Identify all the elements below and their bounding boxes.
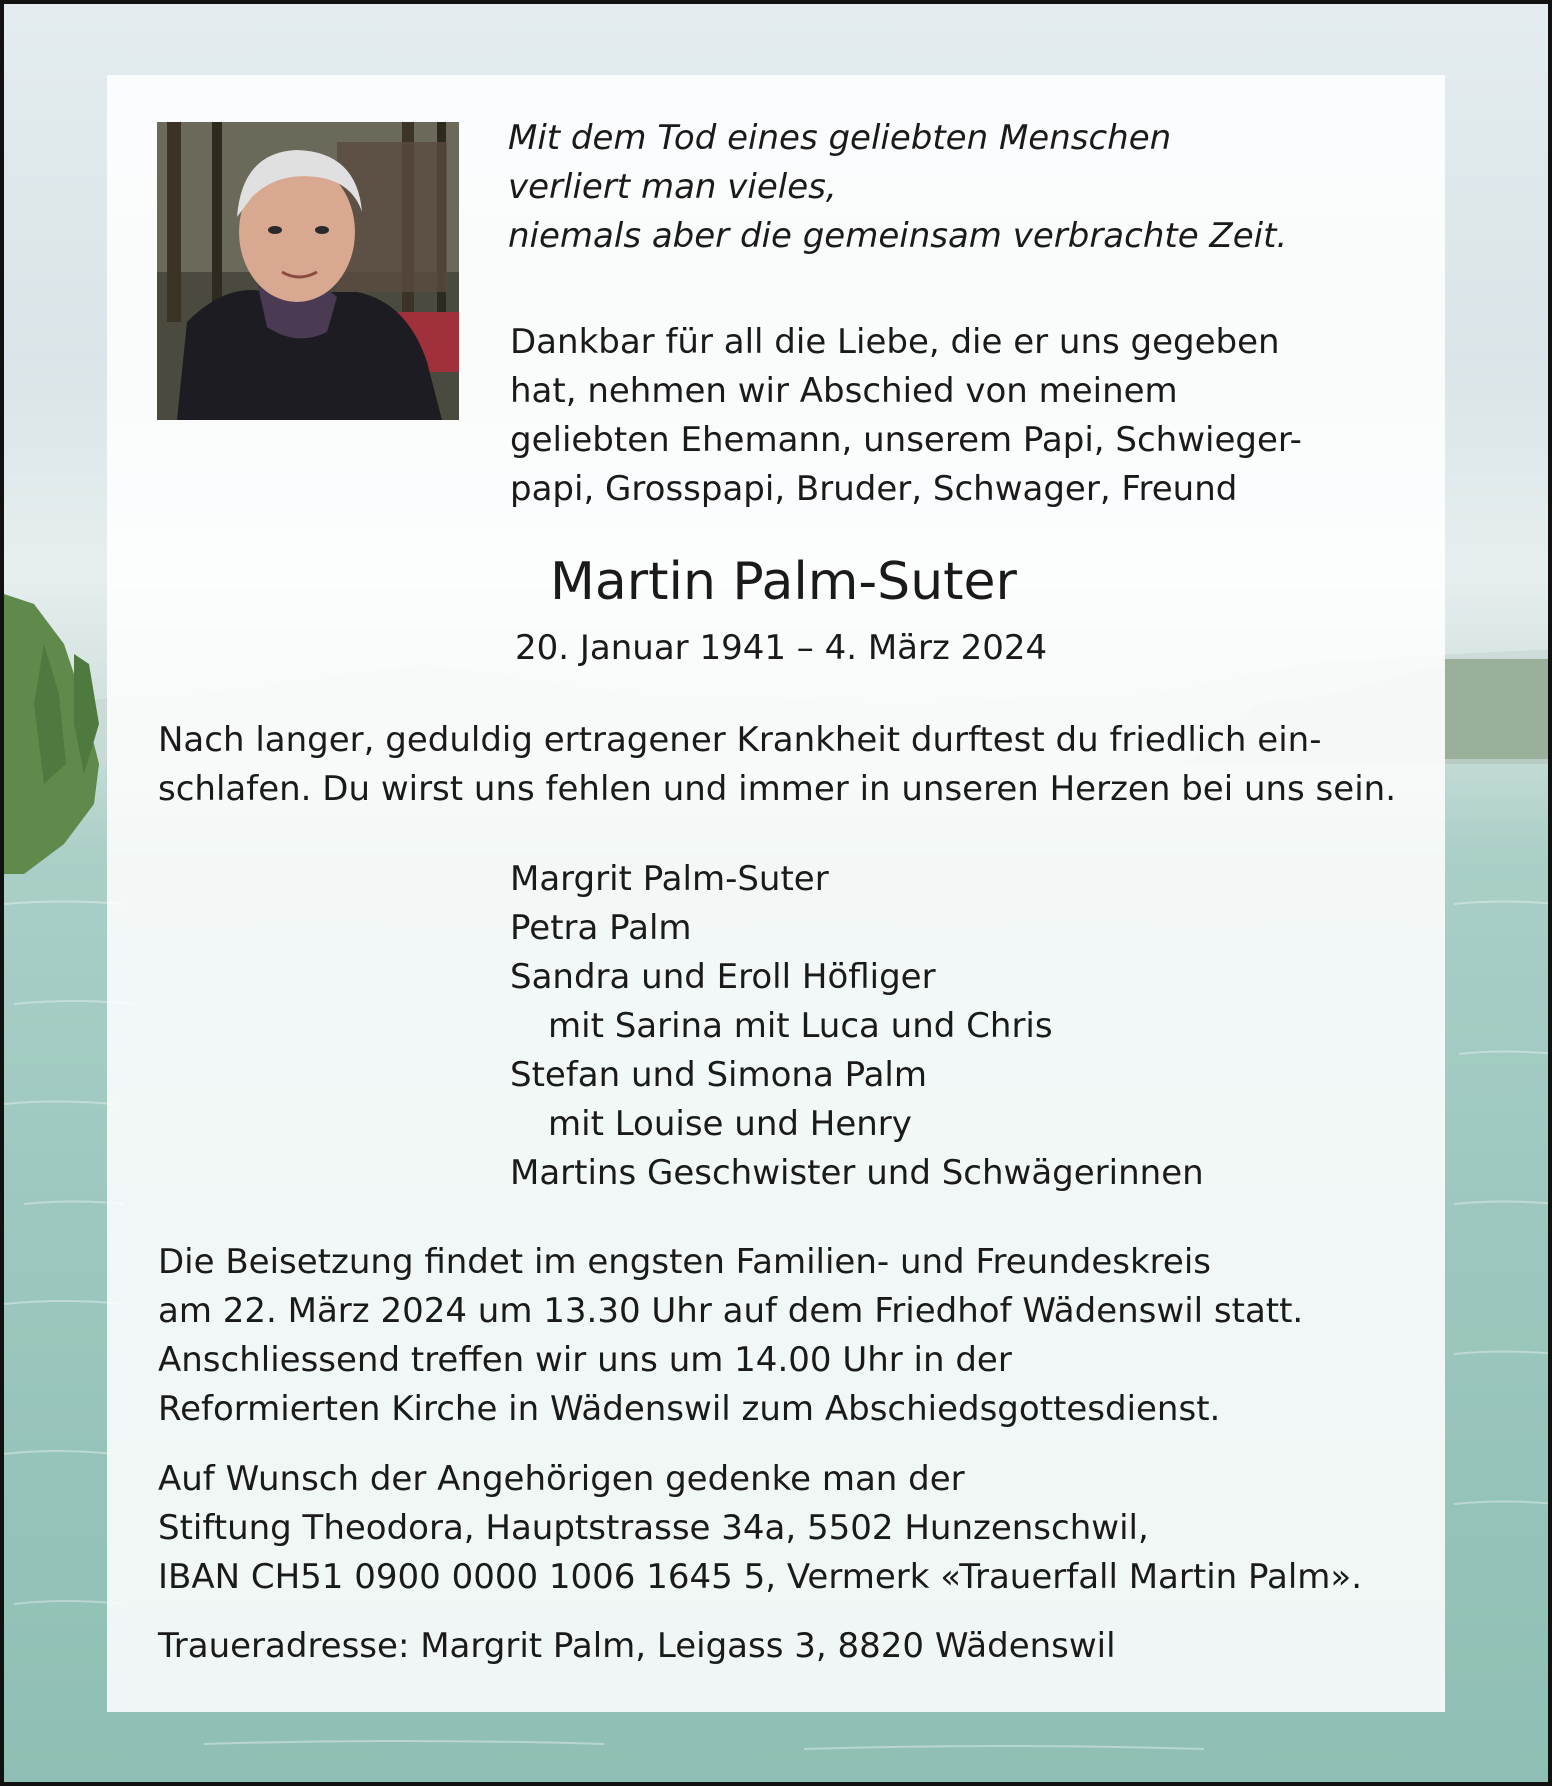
illness-line: Nach langer, geduldig ertragener Krankheit durftest du friedlich ein- [158,720,1322,760]
donation-line: IBAN CH51 0900 0000 1006 1645 5, Vermerk «Trauerfall Martin Palm». [158,1557,1362,1597]
mourner-item: Martins Geschwister und Schwägerinnen [510,1153,1204,1193]
burial-line: Anschliessend treffen wir uns um 14.00 Uhr in der [158,1340,1012,1380]
illness-line: schlafen. Du wirst uns fehlen und immer in unseren Herzen bei uns sein. [158,769,1396,809]
thanks-line: geliebten Ehemann, unserem Papi, Schwieger- [510,420,1302,460]
deceased-name: Martin Palm-Suter [550,552,1017,612]
donation-line: Stiftung Theodora, Hauptstrasse 34a, 5502 Hunzenschwil, [158,1508,1149,1548]
burial-line: Reformierten Kirche in Wädenswil zum Abschiedsgottesdienst. [158,1389,1221,1429]
illness-paragraph [158,716,1396,814]
mourning-address: Traueradresse: Margrit Palm, Leigass 3, 8820 Wädenswil [158,1626,1116,1666]
thanks-line: papi, Grosspapi, Bruder, Schwager, Freund [510,469,1238,509]
mourner-item: mit Sarina mit Luca und Chris [548,1006,1053,1046]
thanks-line: Dankbar für all die Liebe, die er uns gegeben [510,322,1280,362]
mourners-list [510,855,1204,1198]
deceased-portrait [157,122,459,420]
donation-paragraph [158,1455,1362,1602]
mourner-item: mit Louise und Henry [548,1104,912,1144]
mourner-item: Sandra und Eroll Höfliger [510,957,936,997]
mourner-item: Stefan und Simona Palm [510,1055,927,1095]
thanks-line: hat, nehmen wir Abschied von meinem [510,371,1178,411]
donation-line: Auf Wunsch der Angehörigen gedenke man der [158,1459,965,1499]
quote-block [508,114,1287,261]
quote-line: niemals aber die gemeinsam verbrachte Zeit. [508,216,1288,256]
burial-line: am 22. März 2024 um 13.30 Uhr auf dem Friedhof Wädenswil statt. [158,1291,1304,1331]
burial-line: Die Beisetzung findet im engsten Familien- und Freundeskreis [158,1242,1211,1282]
burial-paragraph [158,1238,1303,1434]
life-dates: 20. Januar 1941 – 4. März 2024 [515,628,1048,668]
thanks-paragraph [510,318,1302,514]
quote-line: verliert man vieles, [508,167,837,207]
mourner-item: Petra Palm [510,908,692,948]
quote-line: Mit dem Tod eines geliebten Menschen [508,118,1172,158]
mourner-item: Margrit Palm-Suter [510,859,829,899]
